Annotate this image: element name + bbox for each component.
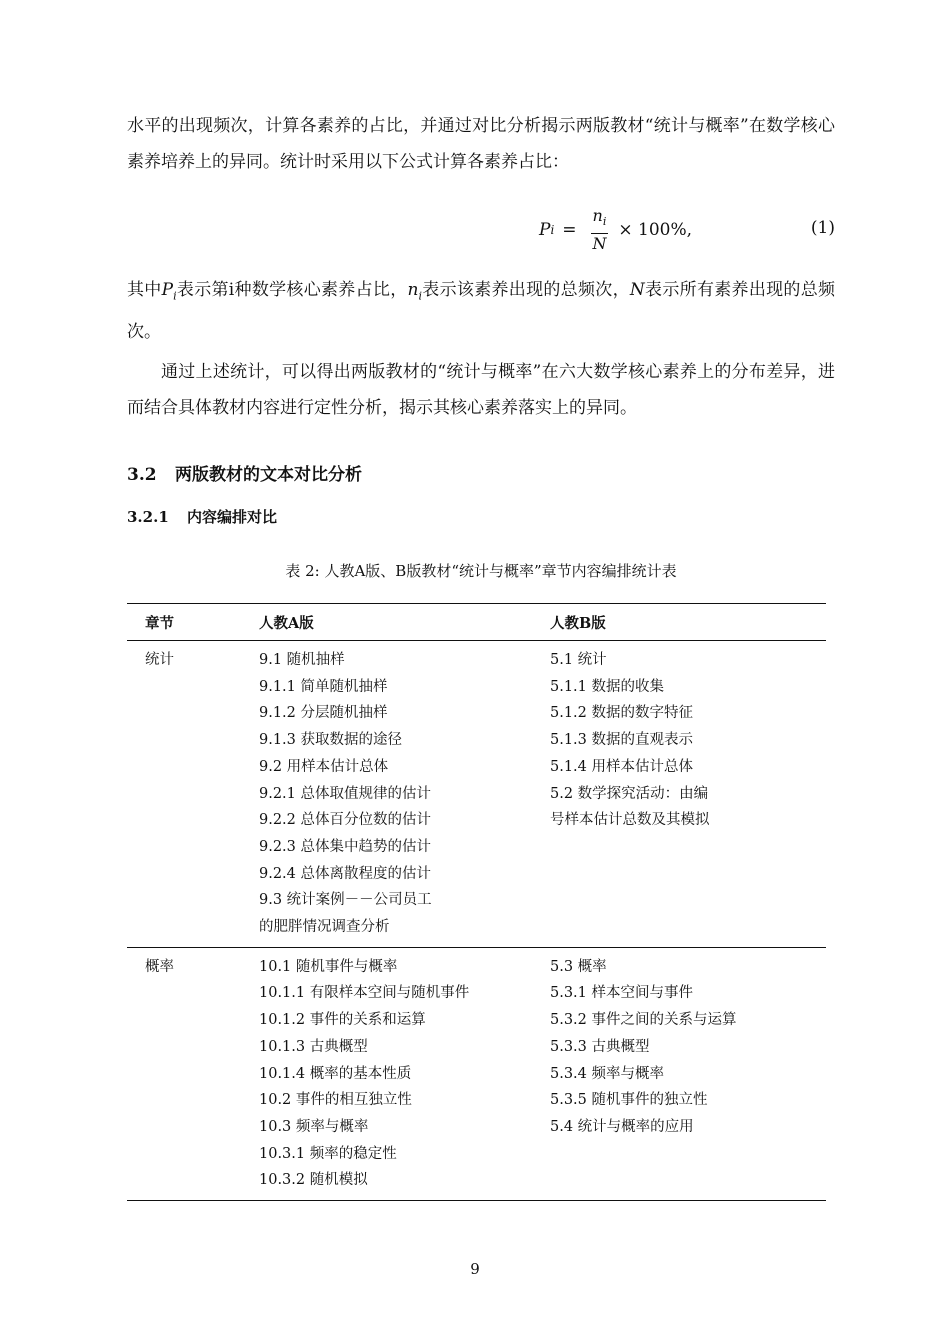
symbol-n-sub: i (418, 289, 422, 303)
list-item: 5.1 统计 (550, 652, 607, 668)
section-list (259, 647, 550, 941)
list-item: 5.1.3 数据的直观表示 (550, 732, 694, 749)
eq-fraction (591, 206, 609, 253)
table-header-row (127, 604, 826, 641)
list-item: 5.3.2 事件之间的关系与运算 (550, 1012, 737, 1029)
list-item: 5.3.4 频率与概率 (550, 1065, 665, 1082)
equation-body (539, 204, 692, 256)
list-item: 10.1.4 概率的基本性质 (259, 1065, 412, 1082)
subsection-title: 内容编排对比 (187, 508, 278, 526)
list-item: 10.1 随机事件与概率 (259, 958, 398, 975)
eq-den-n: N (592, 233, 607, 253)
list-item: 9.2.1 总体取值规律的估计 (259, 785, 432, 802)
list-item: 10.1.2 事件的关系和运算 (259, 1012, 426, 1029)
list-item: 5.3.3 古典概型 (550, 1038, 650, 1055)
def-text-d: 表示所有素养出现的总频次。 (127, 280, 836, 343)
subsection-number: 3.2.1 (127, 508, 169, 526)
symbol-n: n (407, 280, 419, 300)
eq-numerator (591, 206, 609, 233)
eq-rhs: × 100%, (618, 220, 693, 240)
list-item: 9.2.2 总体百分位数的估计 (259, 812, 432, 829)
def-text-c: 表示该素养出现的总频次， (422, 280, 630, 300)
list-item: 5.4 统计与概率的应用 (550, 1118, 694, 1135)
table-body (127, 641, 826, 1200)
section-list (550, 954, 826, 1141)
edition-a-cell (259, 954, 550, 1194)
eq-num-n: n (592, 206, 603, 226)
edition-b-cell (550, 647, 826, 941)
list-item: 9.3 统计案例－－公司员工 (259, 892, 432, 909)
paragraph-summary: 通过上述统计，可以得出两版教材的“统计与概率”在六大数学核心素养上的分布差异，进而结合具体教材内容进行定性分析，揭示其核心素养落实上的异同。 (127, 362, 835, 418)
section-heading (127, 460, 362, 485)
list-item: 9.1.3 获取数据的途径 (259, 732, 403, 749)
def-text-b: 表示第i种数学核心素养占比， (176, 280, 408, 300)
symbol-p-sub: i (173, 289, 177, 303)
chapter-cell: 统计 (145, 652, 174, 668)
list-item: 9.1.1 简单随机抽样 (259, 678, 388, 695)
list-item: 9.2 用样本估计总体 (259, 758, 389, 775)
def-text-a: 其中 (127, 280, 162, 300)
list-item: 10.2 事件的相互独立性 (259, 1092, 412, 1109)
section-title: 两版教材的文本对比分析 (175, 465, 362, 485)
list-item: 9.1.2 分层随机抽样 (259, 705, 388, 722)
eq-denominator (592, 234, 606, 254)
header-edition-b: 人教B版 (550, 614, 606, 632)
symbol-p: P (161, 280, 174, 300)
content-table (127, 603, 826, 1201)
list-item: 9.2.3 总体集中趋势的估计 (259, 838, 432, 855)
list-item: 9.2.4 总体离散程度的估计 (259, 865, 432, 882)
table-row (127, 641, 826, 947)
list-item: 5.3.5 随机事件的独立性 (550, 1092, 708, 1109)
list-item: 5.2 数学探究活动：由编 (550, 785, 709, 802)
list-item: 10.1.1 有限样本空间与随机事件 (259, 985, 470, 1002)
eq-equals: = (562, 220, 577, 240)
section-list (259, 954, 550, 1194)
chapter-cell: 概率 (145, 958, 174, 975)
edition-a-cell (259, 647, 550, 941)
list-item: 10.3 频率与概率 (259, 1118, 369, 1135)
list-item: 9.1 随机抽样 (259, 652, 345, 668)
list-item: 5.3 概率 (550, 958, 607, 975)
header-chapter: 章节 (145, 614, 174, 632)
list-item: 5.1.2 数据的数字特征 (550, 705, 694, 722)
paragraph-definitions (127, 272, 835, 350)
list-item: 10.1.3 古典概型 (259, 1038, 368, 1055)
eq-num-sub: i (602, 215, 607, 229)
header-edition-a: 人教A版 (259, 614, 314, 632)
eq-lhs-sub: i (550, 223, 555, 237)
list-item: 5.1.1 数据的收集 (550, 678, 665, 695)
list-item: 5.3.1 样本空间与事件 (550, 985, 694, 1002)
list-item: 号样本估计总数及其模拟 (550, 812, 710, 829)
symbol-N: N (629, 280, 645, 300)
eq-lhs: P (539, 220, 551, 240)
subsection-heading (127, 506, 277, 527)
section-list (550, 647, 826, 834)
equation-1 (127, 204, 835, 256)
edition-b-cell (550, 954, 826, 1194)
table-row (127, 947, 826, 1200)
page-number: 9 (470, 1260, 480, 1278)
equation-number: (1) (810, 218, 835, 238)
table-caption: 表 2: 人教A版、B版教材“统计与概率”章节内容编排统计表 (285, 562, 677, 580)
list-item: 10.3.1 频率的稳定性 (259, 1145, 397, 1162)
list-item: 10.3.2 随机模拟 (259, 1172, 368, 1189)
section-number: 3.2 (127, 465, 157, 485)
list-item: 的肥胖情况调查分析 (259, 919, 390, 936)
list-item: 5.1.4 用样本估计总体 (550, 758, 694, 775)
paragraph-method: 水平的出现频次，计算各素养的占比，并通过对比分析揭示两版教材“统计与概率”在数学核心素养培养上的异同。统计时采用以下公式计算各素养占比： (127, 116, 835, 172)
